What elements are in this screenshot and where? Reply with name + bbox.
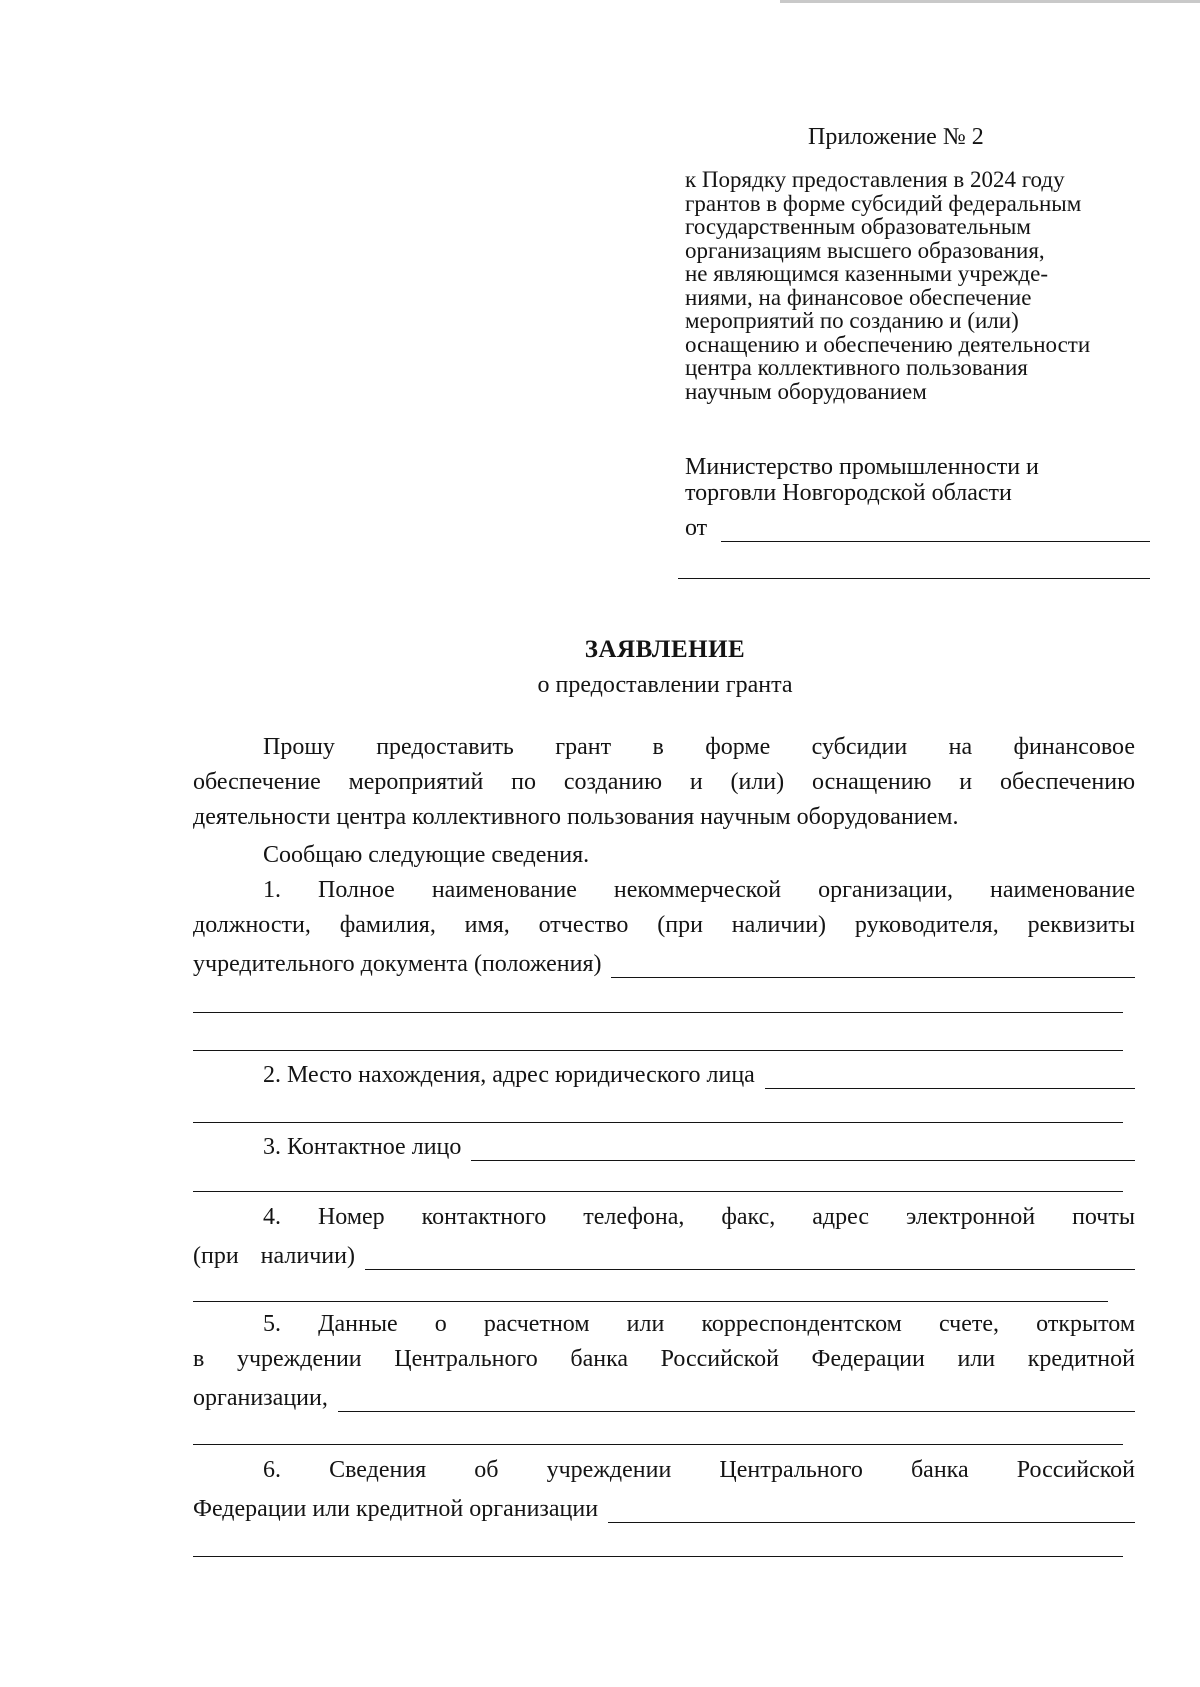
item-6 [193, 1453, 1135, 1488]
item-5-line: в учреждении Центрального банка Российской Федерации или кредитной [193, 1346, 1135, 1372]
item-3-label: 3. Контактное лицо [263, 1134, 462, 1160]
item-2-blank-line[interactable] [765, 1060, 1135, 1089]
annex-description [685, 168, 1155, 403]
item-4-extra-line[interactable] [193, 1301, 1108, 1302]
item-1-blank-line[interactable] [611, 949, 1135, 978]
annex-line: оснащению и обеспечению деятельности [685, 331, 1091, 357]
document-title: ЗАЯВЛЕНИЕ [584, 636, 746, 663]
from-continuation-line[interactable] [678, 578, 1150, 579]
item-5 [193, 1307, 1135, 1377]
item-2-label: 2. Место нахождения, адрес юридического лица [263, 1062, 755, 1088]
item-6-extra-line[interactable] [193, 1556, 1123, 1557]
annex-line: грантов в форме субсидий федеральным [685, 190, 1082, 216]
item-4-blank-line[interactable] [365, 1241, 1135, 1270]
addressee-line: Министерство промышленности и [685, 454, 1039, 480]
from-blank-line[interactable] [721, 517, 1150, 542]
intro-line: Прошу предоставить грант в форме субсидии на финансовое [263, 734, 1135, 760]
item-1-last-line: учредительного документа (положения) [193, 951, 602, 977]
document-subtitle: о предоставлении гранта [537, 672, 793, 698]
item-1-extra-line[interactable] [193, 1012, 1123, 1013]
annex-line: государственным образовательным [685, 214, 1031, 239]
item-3-blank-line[interactable] [471, 1132, 1135, 1161]
info-intro [193, 838, 1135, 873]
item-3-extra-line[interactable] [193, 1191, 1123, 1192]
item-6-field [193, 1488, 1135, 1523]
annex-title: Приложение № 2 [808, 124, 984, 150]
info-intro-line: Сообщаю следующие сведения. [263, 842, 590, 868]
item-6-blank-line[interactable] [608, 1494, 1135, 1523]
item-1-field [193, 943, 1135, 978]
annex-line: к Порядку предоставления в 2024 году [685, 167, 1065, 192]
item-5-extra-line[interactable] [193, 1444, 1123, 1445]
item-5-field [193, 1377, 1135, 1412]
item-1-extra-line[interactable] [193, 1050, 1123, 1051]
item-5-last-line: организации, [193, 1385, 328, 1411]
item-6-line: 6. Сведения об учреждении Центрального банка Российской [263, 1457, 1135, 1483]
from-label: от [685, 515, 708, 541]
item-2-extra-line[interactable] [193, 1122, 1123, 1123]
item-4-last-line: (при наличии) [193, 1243, 355, 1269]
scan-edge-mark [780, 0, 1200, 3]
item-4-line: 4. Номер контактного телефона, факс, адрес электронной почты [263, 1204, 1135, 1230]
annex-line: мероприятий по созданию и (или) [685, 308, 1019, 333]
annex-line: научным оборудованием [685, 378, 927, 404]
annex-line: не являющимся казенными учрежде- [685, 261, 1049, 286]
item-4 [193, 1200, 1135, 1235]
item-1-line: 1. Полное наименование некоммерческой организации, наименование [263, 877, 1135, 903]
item-5-blank-line[interactable] [338, 1383, 1135, 1412]
addressee [685, 454, 1165, 506]
item-2-field [263, 1054, 1135, 1089]
annex-line: ниями, на финансовое обеспечение [685, 284, 1032, 310]
item-6-last-line: Федерации или кредитной организации [193, 1496, 599, 1522]
annex-line: организациям высшего образования, [685, 237, 1045, 263]
addressee-line: торговли Новгородской области [685, 480, 1012, 506]
item-1-line: должности, фамилия, имя, отчество (при наличии) руководителя, реквизиты [193, 912, 1135, 938]
item-1 [193, 873, 1135, 943]
intro-paragraph [193, 730, 1135, 835]
annex-line: центра коллективного пользования [685, 355, 1028, 380]
intro-line: обеспечение мероприятий по созданию и (или) оснащению и обеспечению [193, 769, 1135, 795]
item-3-field [263, 1126, 1135, 1161]
from-field [685, 512, 1150, 542]
item-4-field [193, 1235, 1135, 1270]
item-5-line: 5. Данные о расчетном или корреспондентском счете, открытом [263, 1311, 1135, 1337]
intro-line: деятельности центра коллективного пользования научным оборудованием. [193, 804, 959, 830]
